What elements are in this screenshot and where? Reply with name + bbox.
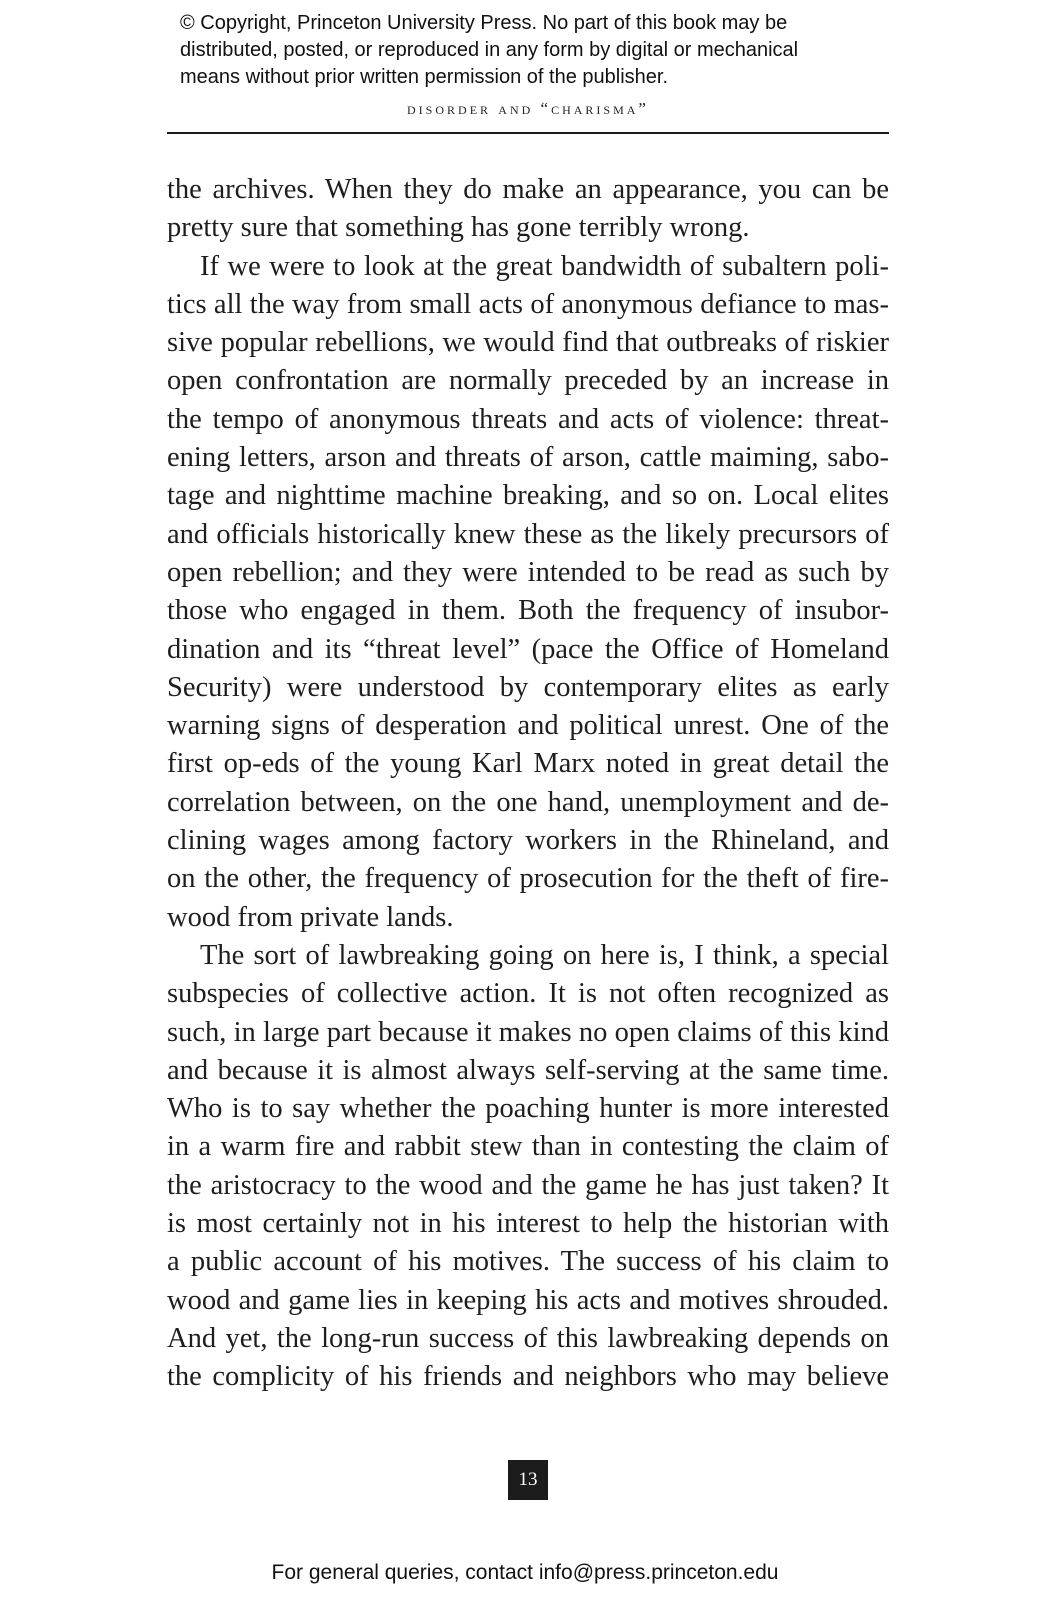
copyright-line: © Copyright, Princeton University Press. No part of this book may be: [180, 12, 788, 34]
text-line: dination and its “threat level” (pace the Office of Homeland: [167, 633, 889, 665]
text-line: is most certainly not in his interest to help the historian with: [167, 1208, 889, 1240]
text-line: and officials historically knew these as the likely precursors of: [167, 518, 889, 550]
text-line: sive popular rebellions, we would find that outbreaks of riskier: [167, 327, 889, 359]
text-line: open rebellion; and they were intended to be read as such by: [167, 556, 889, 588]
text-line: such, in large part because it makes no open claims of this kind: [167, 1016, 889, 1048]
page-number: 13: [508, 1460, 548, 1500]
text-line: a public account of his motives. The success of his claim to: [167, 1246, 889, 1278]
paragraph-start-line: If we were to look at the great bandwidth of subaltern poli-: [200, 250, 889, 282]
text-line: ening letters, arson and threats of arson, cattle maiming, sabo-: [167, 442, 889, 474]
running-head: disorder and “charisma”: [407, 99, 649, 118]
text-line: wood and game lies in keeping his acts and motives shrouded.: [167, 1284, 889, 1316]
text-line: on the other, the frequency of prosecution for the theft of fire-: [167, 863, 889, 895]
text-line: subspecies of collective action. It is not often recognized as: [167, 978, 889, 1010]
text-line: Security) were understood by contemporary elites as early: [167, 671, 889, 703]
text-line: tage and nighttime machine breaking, and so on. Local elites: [167, 480, 889, 512]
text-line: the aristocracy to the wood and the game he has just taken? It: [167, 1169, 889, 1201]
text-line: and because it is almost always self-serving at the same time.: [167, 1054, 889, 1086]
text-line: pretty sure that something has gone terribly wrong.: [167, 212, 750, 244]
copyright-notice: [180, 10, 900, 91]
text-line: clining wages among factory workers in the Rhineland, and: [167, 825, 889, 857]
copyright-line: means without prior written permission of the publisher.: [180, 66, 669, 88]
header-divider: [167, 132, 889, 134]
text-line: open confrontation are normally preceded by an increase in: [167, 365, 889, 397]
text-line: the complicity of his friends and neighbors who may believe: [167, 1361, 889, 1393]
text-line: Who is to say whether the poaching hunter is more interested: [167, 1093, 889, 1125]
body-text: [167, 171, 889, 1397]
text-line: tics all the way from small acts of anonymous defiance to mas-: [167, 288, 889, 320]
footer-contact: For general queries, contact info@press.princeton.edu: [271, 1561, 779, 1584]
text-line: And yet, the long-run success of this lawbreaking depends on: [167, 1322, 889, 1354]
text-line: warning signs of desperation and political unrest. One of the: [167, 710, 889, 742]
text-line: first op-eds of the young Karl Marx noted in great detail the: [167, 748, 889, 780]
copyright-line: distributed, posted, or reproduced in any form by digital or mechanical: [180, 39, 799, 61]
text-line: those who engaged in them. Both the frequency of insubor-: [167, 595, 889, 627]
text-line: the tempo of anonymous threats and acts of violence: threat-: [167, 403, 889, 435]
text-line: the archives. When they do make an appearance, you can be: [167, 174, 889, 205]
paragraph-start-line: The sort of lawbreaking going on here is, I think, a special: [200, 939, 889, 971]
text-line: wood from private lands.: [167, 901, 454, 933]
text-line: correlation between, on the one hand, unemployment and de-: [167, 786, 889, 818]
text-line: in a warm fire and rabbit stew than in contesting the claim of: [167, 1131, 889, 1163]
